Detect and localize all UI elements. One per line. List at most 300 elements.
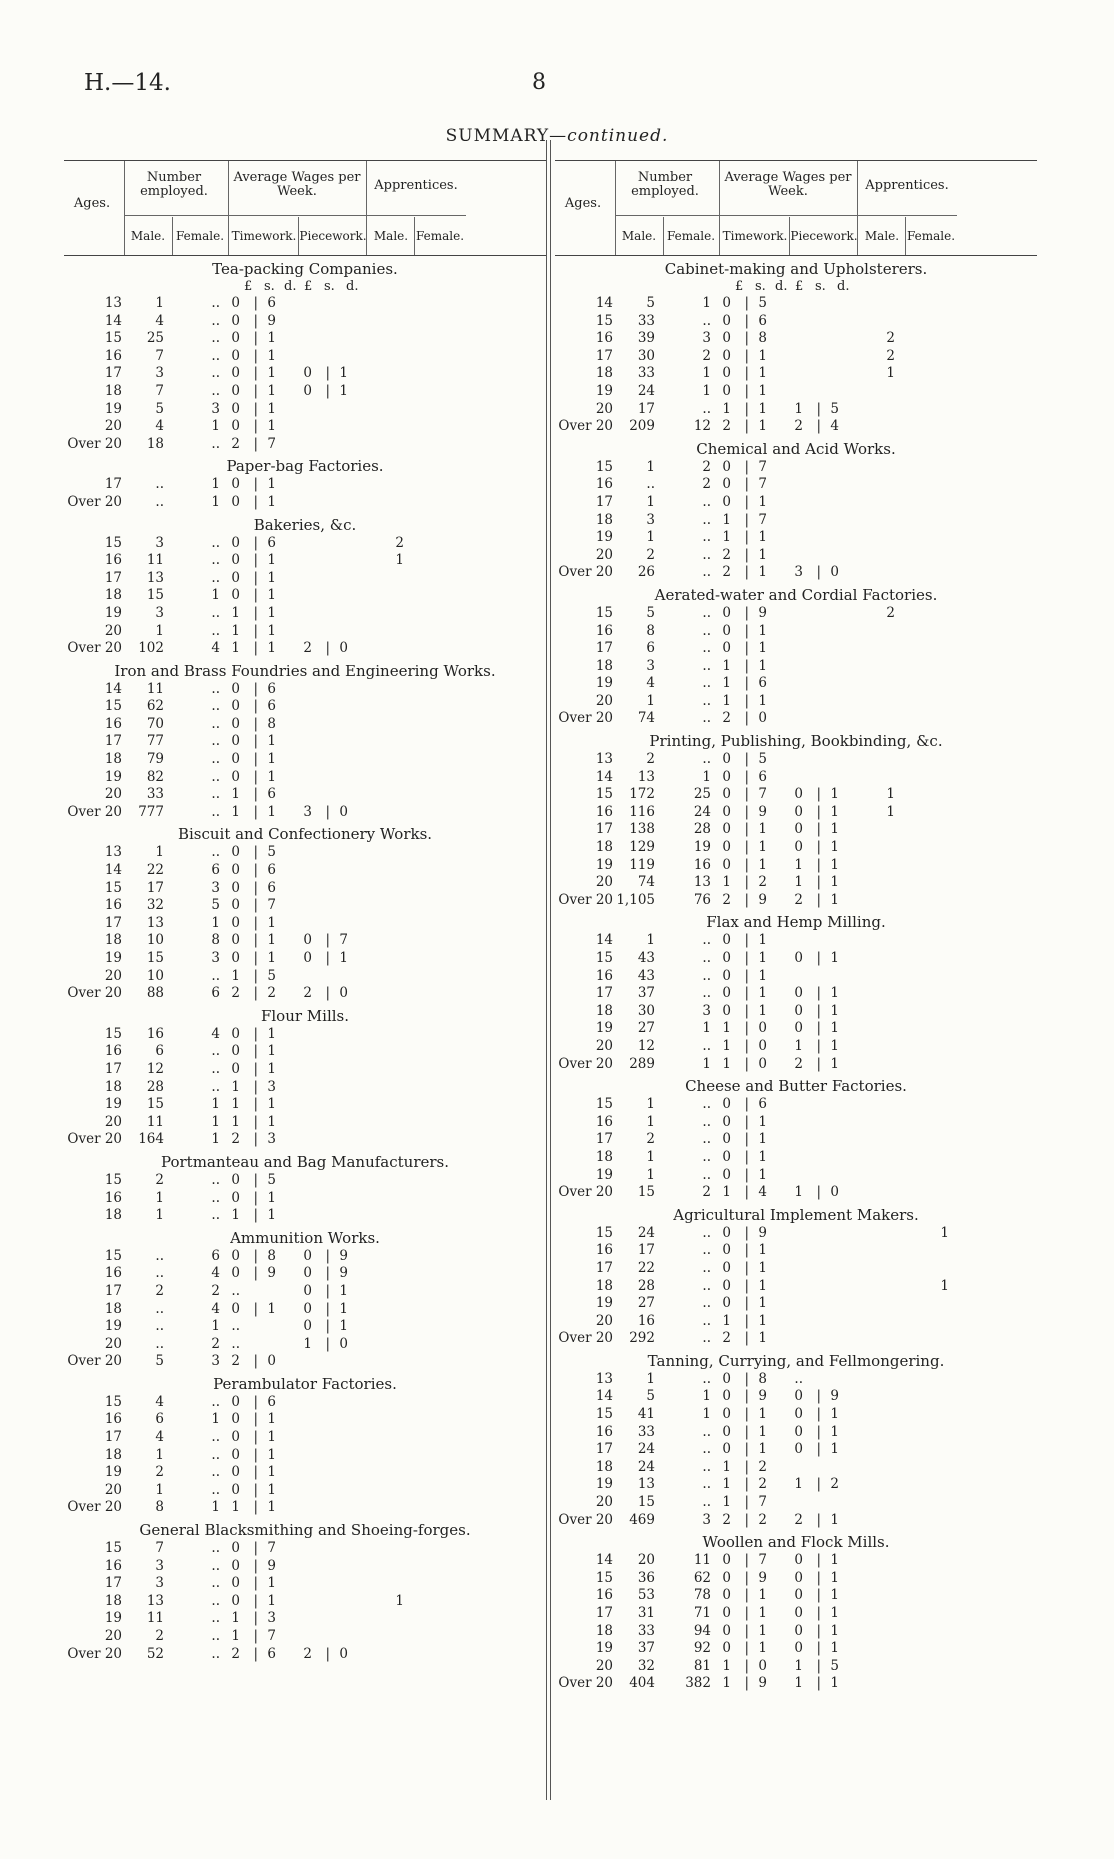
timework-cell (228, 1172, 298, 1190)
piecework-cell (300, 1336, 364, 1354)
timework-cell (228, 1283, 298, 1301)
timework-pence: 1 (267, 1096, 276, 1113)
age-cell: 14 (595, 768, 613, 785)
male-employed-cell: 6 (155, 1411, 164, 1428)
male-employed-cell: .. (155, 1247, 164, 1264)
female-employed-cell: .. (211, 733, 220, 750)
timework-pounds: 0 (231, 698, 240, 715)
timework-shillings: | (744, 1277, 749, 1294)
timework-pounds: 0 (231, 534, 240, 551)
piecework-pence: 1 (830, 891, 839, 908)
timework-cell (719, 330, 789, 348)
table-row (64, 1131, 546, 1149)
timework-pence: 1 (267, 604, 276, 621)
timework-pence: 1 (267, 1300, 276, 1317)
timework-pence: 6 (267, 1645, 276, 1662)
piecework-shillings: | (325, 365, 330, 382)
female-employed-cell: 3 (702, 330, 711, 347)
female-employed-cell: .. (211, 1575, 220, 1592)
age-cell: 16 (104, 552, 122, 569)
male-employed-cell: 43 (637, 967, 655, 984)
age-cell: 16 (595, 1242, 613, 1259)
timework-cell (228, 733, 298, 751)
timework-cell (719, 1038, 789, 1056)
female-employed-cell: .. (211, 1043, 220, 1060)
timework-pounds: 0 (722, 1640, 731, 1657)
timework-pence: 1 (758, 856, 767, 873)
timework-pounds: 2 (722, 564, 731, 581)
timework-pounds: 0 (231, 950, 240, 966)
piecework-pence: 1 (339, 382, 348, 399)
timework-pence: 1 (267, 622, 276, 639)
female-employed-cell: 8 (211, 932, 220, 949)
timework-shillings: | (253, 932, 258, 949)
timework-pounds: 2 (722, 418, 731, 435)
timework-pence: 1 (267, 733, 276, 750)
timework-cell (719, 769, 789, 787)
age-cell: 19 (595, 675, 613, 692)
age-cell: 15 (595, 1096, 613, 1113)
timework-cell (719, 710, 789, 728)
age-cell: 19 (595, 1476, 613, 1493)
timework-pence: 7 (267, 897, 276, 914)
table-row (64, 932, 546, 950)
timework-pounds: 0 (231, 330, 240, 347)
piecework-shillings: | (325, 932, 330, 949)
age-cell: Over 20 (558, 1330, 613, 1347)
table-row (555, 1587, 1037, 1605)
timework-shillings: | (253, 1411, 258, 1428)
piecework-cell (791, 1587, 855, 1605)
male-employed-cell: 3 (155, 365, 164, 382)
female-employed-cell: 382 (685, 1675, 711, 1692)
timework-pence: 1 (758, 1166, 767, 1183)
timework-cell (228, 1429, 298, 1447)
timework-pounds: 1 (722, 1020, 731, 1037)
female-employed-cell: 16 (693, 856, 711, 873)
male-employed-cell: 15 (637, 1494, 655, 1511)
female-employed-cell: 3 (211, 879, 220, 896)
timework-pence: 1 (758, 546, 767, 563)
table-row (64, 383, 546, 401)
table-row (555, 529, 1037, 547)
female-employed-cell: 1 (211, 1411, 220, 1428)
female-employed-cell: 28 (693, 821, 711, 838)
piecework-pounds: 0 (303, 1282, 312, 1299)
female-employed-cell: .. (702, 1096, 711, 1113)
timework-value: .. (231, 1318, 240, 1335)
piecework-shillings: | (325, 1247, 330, 1264)
timework-shillings: | (253, 365, 258, 382)
apprentice-male-cell: 2 (886, 330, 895, 347)
male-employed-cell: 1 (155, 295, 164, 311)
age-cell: 18 (104, 1592, 122, 1609)
table-row (555, 1003, 1037, 1021)
piecework-pence: 1 (830, 874, 839, 891)
table-section (555, 913, 1037, 1073)
age-cell: 15 (595, 1224, 613, 1241)
timework-pounds: 0 (231, 1025, 240, 1042)
timework-pence: 1 (758, 347, 767, 364)
male-employed-cell: 24 (637, 1441, 655, 1458)
timework-shillings: | (253, 1393, 258, 1410)
section-title: Tanning, Currying, and Fellmongering. (647, 1351, 945, 1370)
table-row (64, 587, 546, 605)
timework-cell (228, 1411, 298, 1429)
timework-cell (719, 985, 789, 1003)
male-employed-cell: 1,105 (616, 891, 655, 908)
male-employed-cell: 5 (646, 1388, 655, 1405)
male-employed-cell: 32 (146, 897, 164, 914)
age-cell: 20 (104, 418, 122, 435)
timework-pence: 6 (267, 786, 276, 803)
table-row (64, 1207, 546, 1225)
timework-cell (228, 1558, 298, 1576)
piecework-pence: 9 (339, 1247, 348, 1264)
female-employed-cell: .. (211, 715, 220, 732)
timework-pounds: 0 (722, 640, 731, 657)
female-employed-cell: .. (702, 1037, 711, 1054)
table-row (64, 1447, 546, 1465)
piecework-pounds: 0 (794, 839, 803, 856)
male-employed-cell: 33 (637, 312, 655, 329)
timework-pounds: 1 (722, 1312, 731, 1329)
timework-pounds: 1 (231, 640, 240, 657)
timework-cell (228, 786, 298, 804)
unit-label: d. (284, 279, 297, 294)
timework-shillings: | (744, 1622, 749, 1639)
timework-shillings: | (744, 967, 749, 984)
timework-pounds: 0 (722, 1605, 731, 1621)
female-employed-cell: .. (702, 622, 711, 639)
timework-shillings: | (253, 534, 258, 551)
timework-pounds: 0 (722, 1131, 731, 1148)
timework-pounds: 0 (722, 493, 731, 510)
timework-cell (228, 1464, 298, 1482)
timework-pounds: 0 (722, 347, 731, 364)
male-employed-cell: 10 (146, 932, 164, 949)
header-app-male: Male. (864, 229, 900, 243)
female-employed-cell: 1 (211, 418, 220, 435)
header-rule (789, 217, 790, 255)
female-employed-cell: .. (702, 1224, 711, 1241)
age-cell: 18 (595, 365, 613, 382)
male-employed-cell: 28 (637, 1277, 655, 1294)
timework-pence: 8 (758, 1370, 767, 1387)
piecework-pounds: 0 (303, 1300, 312, 1317)
timework-shillings: | (253, 680, 258, 697)
timework-pence: 1 (267, 1060, 276, 1077)
timework-cell (719, 640, 789, 658)
table-row (555, 1167, 1037, 1185)
female-employed-cell: 1 (702, 382, 711, 399)
table-row (555, 1441, 1037, 1459)
piecework-pounds: 0 (794, 985, 803, 1002)
timework-cell (719, 1494, 789, 1512)
timework-shillings: | (253, 493, 258, 510)
age-cell: 18 (595, 511, 613, 528)
male-employed-cell: .. (155, 1318, 164, 1335)
timework-pounds: 0 (722, 365, 731, 382)
timework-pence: 1 (267, 1481, 276, 1498)
age-cell: 13 (104, 844, 122, 861)
piecework-pounds: 0 (303, 382, 312, 399)
table-row (555, 1114, 1037, 1132)
age-cell: Over 20 (67, 640, 122, 657)
age-cell: 15 (595, 1406, 613, 1423)
timework-cell (719, 1658, 789, 1676)
timework-pence: 1 (758, 967, 767, 984)
header-ages: Ages. (564, 196, 602, 211)
timework-cell (228, 968, 298, 986)
timework-cell (719, 658, 789, 676)
female-employed-cell: .. (211, 680, 220, 697)
timework-cell (228, 769, 298, 787)
header-apprentices: Apprentices. (374, 178, 458, 193)
table-row (555, 1552, 1037, 1570)
age-cell: 20 (104, 622, 122, 639)
timework-cell (719, 751, 789, 769)
timework-pounds: 1 (231, 622, 240, 639)
piecework-shillings: | (816, 1020, 821, 1037)
timework-cell (719, 1003, 789, 1021)
section-title: Cabinet-making and Upholsterers. (664, 260, 928, 278)
male-employed-cell: 22 (146, 862, 164, 879)
piecework-cell (300, 932, 364, 950)
male-employed-cell: 11 (146, 680, 164, 697)
female-employed-cell: 6 (211, 862, 220, 879)
timework-shillings: | (253, 967, 258, 984)
female-employed-cell: .. (211, 1171, 220, 1188)
timework-cell (228, 1394, 298, 1412)
timework-cell (719, 313, 789, 331)
timework-pounds: 0 (722, 1370, 731, 1387)
timework-pounds: 1 (722, 1037, 731, 1054)
timework-pounds: 2 (231, 435, 240, 452)
table-row (64, 1248, 546, 1266)
table-row (555, 1494, 1037, 1512)
timework-pence: 1 (267, 1207, 276, 1224)
table-row (555, 1131, 1037, 1149)
piecework-cell (300, 985, 364, 1003)
timework-cell (719, 1388, 789, 1406)
female-employed-cell: .. (211, 768, 220, 785)
male-employed-cell: 13 (637, 768, 655, 785)
piecework-pounds: 1 (303, 1335, 312, 1352)
timework-shillings: | (253, 295, 258, 311)
age-cell: 16 (104, 897, 122, 914)
timework-shillings: | (253, 1499, 258, 1516)
female-employed-cell: .. (211, 1207, 220, 1224)
age-cell: 18 (595, 1458, 613, 1475)
header-rule (228, 161, 229, 255)
age-cell: 15 (104, 879, 122, 896)
table-row (555, 821, 1037, 839)
timework-pence: 4 (758, 1184, 767, 1201)
timework-cell (719, 1424, 789, 1442)
female-employed-cell: .. (702, 1113, 711, 1130)
piecework-cell (300, 365, 364, 383)
female-employed-cell: 1 (211, 1096, 220, 1113)
table-row (64, 330, 546, 348)
male-employed-cell: 5 (646, 295, 655, 311)
timework-cell (719, 476, 789, 494)
timework-pounds: 0 (722, 1166, 731, 1183)
timework-shillings: | (253, 1113, 258, 1130)
timework-cell (228, 1318, 298, 1336)
timework-pence: 1 (267, 1189, 276, 1206)
timework-cell (228, 365, 298, 383)
male-employed-cell: 5 (646, 604, 655, 621)
female-employed-cell: .. (702, 640, 711, 657)
male-employed-cell: 2 (646, 751, 655, 768)
piecework-pounds: 0 (303, 1318, 312, 1335)
age-cell: 16 (595, 622, 613, 639)
timework-cell (228, 1114, 298, 1132)
piecework-cell (791, 1640, 855, 1658)
timework-shillings: | (253, 622, 258, 639)
timework-cell (228, 1447, 298, 1465)
table-row (64, 1061, 546, 1079)
piecework-shillings: | (816, 1587, 821, 1604)
header-average-wages: Average Wages per Week. (233, 170, 361, 199)
timework-shillings: | (253, 950, 258, 966)
table-section (555, 440, 1037, 582)
piecework-shillings: | (816, 1406, 821, 1423)
age-cell: 20 (595, 1494, 613, 1511)
timework-shillings: | (253, 768, 258, 785)
age-cell: 15 (595, 786, 613, 803)
piecework-pounds: 0 (794, 1552, 803, 1569)
column-divider (546, 140, 551, 1800)
timework-shillings: | (744, 1406, 749, 1423)
table-row (64, 1096, 546, 1114)
piecework-pence: 9 (339, 1265, 348, 1282)
female-employed-cell: .. (211, 1060, 220, 1077)
age-cell: Over 20 (67, 1131, 122, 1148)
timework-cell (228, 716, 298, 734)
timework-pounds: 0 (231, 1481, 240, 1498)
timework-shillings: | (253, 1060, 258, 1077)
age-cell: 16 (104, 347, 122, 364)
table-row (64, 570, 546, 588)
female-employed-cell: .. (211, 604, 220, 621)
timework-pounds: 1 (231, 604, 240, 621)
timework-cell (719, 950, 789, 968)
timework-shillings: | (253, 1131, 258, 1148)
timework-pounds: 1 (231, 1078, 240, 1095)
age-cell: 19 (104, 1610, 122, 1627)
timework-cell (228, 1190, 298, 1208)
age-cell: 19 (104, 768, 122, 785)
female-employed-cell: .. (702, 312, 711, 329)
female-employed-cell: .. (211, 1592, 220, 1609)
timework-pence: 1 (758, 1002, 767, 1019)
timework-cell (228, 640, 298, 658)
timework-pence: 6 (267, 534, 276, 551)
timework-cell (228, 1499, 298, 1517)
timework-pence: 1 (758, 839, 767, 856)
timework-pence: 1 (267, 803, 276, 820)
male-employed-cell: 1 (646, 1096, 655, 1113)
table-section (64, 662, 546, 822)
piecework-cell (791, 985, 855, 1003)
table-row (64, 880, 546, 898)
timework-cell (228, 1265, 298, 1283)
table-row (64, 436, 546, 454)
male-employed-cell: 17 (146, 879, 164, 896)
timework-cell (228, 1096, 298, 1114)
timework-pence: 7 (758, 1552, 767, 1569)
timework-cell (719, 348, 789, 366)
timework-shillings: | (744, 1552, 749, 1569)
table-row (64, 1482, 546, 1500)
timework-cell (228, 1336, 298, 1354)
timework-shillings: | (253, 552, 258, 569)
piecework-pounds: 0 (794, 1605, 803, 1621)
section-title: Ammunition Works. (230, 1228, 380, 1247)
table-row (64, 365, 546, 383)
piecework-pence: 1 (339, 950, 348, 966)
piecework-pence: 1 (830, 1511, 839, 1528)
timework-shillings: | (744, 803, 749, 820)
age-cell: 18 (595, 1622, 613, 1639)
timework-pounds: 1 (231, 1610, 240, 1627)
female-employed-cell: .. (211, 534, 220, 551)
male-employed-cell: 289 (629, 1055, 655, 1072)
timework-pence: 1 (758, 932, 767, 949)
timework-shillings: | (744, 622, 749, 639)
section-title: Aerated-water and Cordial Factories. (654, 585, 938, 604)
male-employed-cell: 17 (637, 400, 655, 417)
age-cell: 17 (595, 1605, 613, 1621)
timework-shillings: | (744, 657, 749, 674)
age-cell: Over 20 (558, 1675, 613, 1692)
male-employed-cell: 16 (637, 1312, 655, 1329)
piecework-pence: 1 (830, 1423, 839, 1440)
timework-pounds: 1 (722, 1476, 731, 1493)
male-employed-cell: 4 (155, 418, 164, 435)
age-cell: 20 (595, 1312, 613, 1329)
table-row (64, 623, 546, 641)
piecework-pounds: 1 (794, 856, 803, 873)
age-cell: Over 20 (558, 891, 613, 908)
female-employed-cell: 4 (211, 1300, 220, 1317)
male-employed-cell: 62 (146, 698, 164, 715)
age-cell: 20 (104, 1113, 122, 1130)
table-row (555, 512, 1037, 530)
age-cell: 20 (104, 1335, 122, 1352)
female-employed-cell: .. (211, 552, 220, 569)
male-employed-cell: 39 (637, 330, 655, 347)
timework-pounds: 1 (722, 874, 731, 891)
piecework-pence: 1 (830, 1675, 839, 1692)
timework-pence: 2 (758, 1458, 767, 1475)
piecework-cell (300, 950, 364, 968)
timework-cell (719, 1114, 789, 1132)
apprentice-male-cell: 1 (395, 1592, 404, 1609)
unit-label: s. (755, 279, 766, 294)
timework-pounds: 1 (231, 1096, 240, 1113)
timework-pence: 1 (267, 1113, 276, 1130)
age-cell: 19 (595, 1295, 613, 1312)
table-row (555, 418, 1037, 436)
piecework-cell (791, 857, 855, 875)
timework-cell (719, 857, 789, 875)
age-cell: 16 (104, 1189, 122, 1206)
section-title: Portmanteau and Bag Manufacturers. (160, 1152, 450, 1171)
piecework-pounds: 0 (794, 1020, 803, 1037)
